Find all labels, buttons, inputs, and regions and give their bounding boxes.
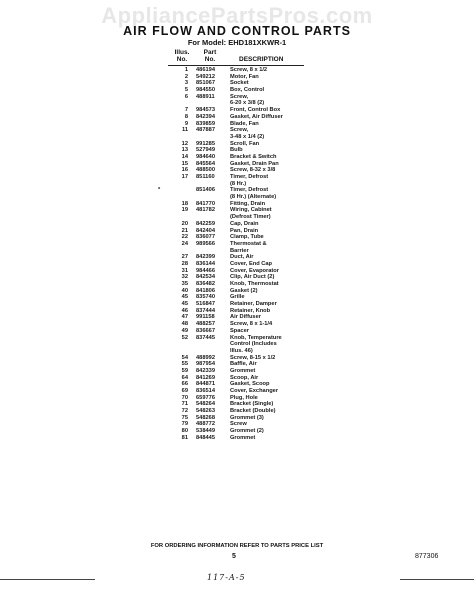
parts-row	[0, 361, 474, 368]
illus-number: 81	[181, 434, 188, 441]
part-number: 836144	[196, 260, 215, 267]
illus-number: 19	[181, 207, 188, 214]
illus-number: 15	[181, 160, 188, 167]
part-number: 984550	[196, 87, 215, 94]
parts-row	[0, 375, 474, 382]
part-description: Grommet	[230, 434, 256, 441]
part-description: Knob, Temperature	[230, 334, 282, 341]
parts-row	[0, 214, 474, 221]
illus-number: 13	[181, 147, 188, 154]
illus-number: 1	[184, 67, 188, 73]
part-number: 659776	[196, 394, 215, 401]
illus-number: 2	[184, 73, 188, 80]
parts-row	[0, 428, 474, 435]
part-description: Cap, Drain	[230, 220, 259, 227]
part-description: Duct, Air	[230, 254, 254, 261]
part-description: Timer, Defrost	[230, 174, 269, 180]
illus-number: 7	[184, 107, 188, 114]
ordering-note: FOR ORDERING INFORMATION REFER TO PARTS PRICE LIST	[150, 543, 324, 549]
part-description: Timer, Defrost	[230, 187, 269, 194]
part-description: Scroll, Fan	[230, 140, 260, 147]
illus-number: 55	[181, 361, 188, 368]
parts-row	[0, 141, 474, 148]
parts-row	[0, 435, 474, 442]
part-description: Grommet (2)	[230, 428, 264, 435]
part-description: Gasket, Air Diffuser	[230, 113, 283, 120]
parts-row	[0, 254, 474, 261]
part-number: 842394	[196, 113, 215, 120]
part-number: 548268	[196, 414, 215, 421]
parts-row	[0, 261, 474, 268]
part-number: 841770	[196, 200, 215, 207]
part-number: 851067	[196, 80, 215, 87]
part-description: Barrier	[230, 247, 249, 254]
part-number: 842339	[196, 367, 215, 374]
illus-number: 27	[181, 254, 188, 261]
header-illus-line1: Illus.	[174, 49, 190, 56]
part-number: 835740	[196, 294, 215, 301]
illus-number: 5	[184, 87, 188, 94]
watermark-text: AppliancePartsPros.com	[101, 3, 373, 28]
part-number: 836667	[196, 327, 215, 334]
parts-row	[0, 234, 474, 241]
part-number: 842534	[196, 274, 215, 281]
illus-number: 9	[184, 120, 188, 127]
illus-number: 35	[181, 281, 188, 287]
parts-row	[0, 294, 474, 301]
part-number: 488992	[196, 354, 215, 361]
row-marker: *	[158, 187, 161, 194]
illus-number: 40	[181, 287, 188, 294]
part-number: 836482	[196, 281, 215, 287]
illus-number: 18	[181, 200, 188, 207]
part-description: (8 Hr.) (Alternate)	[230, 194, 277, 201]
part-number: 848445	[196, 434, 215, 441]
illus-number: 69	[181, 388, 188, 394]
part-description: 3-48 x 1/4 (2)	[230, 133, 265, 140]
illus-number: 72	[181, 408, 188, 415]
part-description: Wiring, Cabinet	[230, 207, 272, 214]
part-description: Illus. 46)	[230, 347, 253, 354]
part-description: Grommet	[230, 367, 256, 374]
parts-row	[0, 268, 474, 275]
part-description: Scoop, Air	[230, 374, 259, 381]
part-description: Blade, Fan	[230, 120, 259, 127]
header-rule	[168, 65, 304, 66]
part-description: Clamp, Tube	[230, 234, 264, 241]
parts-row	[0, 87, 474, 94]
part-number: 842399	[196, 254, 215, 261]
illus-number: 32	[181, 274, 188, 281]
header-part-line1: Part	[203, 49, 217, 56]
part-number: 842404	[196, 227, 215, 234]
parts-row	[0, 134, 474, 141]
illus-number: 64	[181, 374, 188, 381]
part-description: Screw	[230, 421, 247, 428]
parts-row	[0, 421, 474, 428]
parts-row	[0, 154, 474, 161]
part-description: Cover, Exchanger	[230, 388, 279, 394]
part-description: 6-20 x 3/8 (2)	[230, 100, 265, 107]
illus-number: 16	[181, 167, 188, 174]
handwritten-note: 117-A-5	[207, 573, 246, 582]
parts-row	[0, 147, 474, 154]
part-description: Retainer, Knob	[230, 307, 271, 314]
part-number: 984640	[196, 153, 215, 160]
parts-row	[0, 408, 474, 415]
parts-row	[0, 248, 474, 255]
illus-number: 49	[181, 327, 188, 334]
illus-number: 79	[181, 421, 188, 428]
illus-number: 66	[181, 381, 188, 388]
illus-number: 12	[181, 140, 188, 147]
part-number: 488772	[196, 421, 215, 428]
parts-row	[0, 241, 474, 248]
parts-row	[0, 368, 474, 375]
illus-number: 17	[181, 174, 188, 180]
illus-number: 31	[181, 267, 188, 274]
part-description: Air Diffuser	[230, 314, 261, 321]
part-number: 548264	[196, 401, 215, 408]
part-number: 851160	[196, 174, 215, 180]
part-description: Spacer	[230, 327, 249, 334]
page-number: 5	[232, 553, 236, 560]
part-number: 538449	[196, 428, 215, 435]
part-number: 527949	[196, 147, 215, 154]
part-description: Box, Control	[230, 87, 265, 94]
illus-number: 20	[181, 220, 188, 227]
parts-row	[0, 415, 474, 422]
part-description: Screw, 8-15 x 1/2	[230, 354, 276, 361]
part-description: Retainer, Damper	[230, 301, 277, 308]
part-description: Screw,	[230, 93, 249, 100]
illus-number: 47	[181, 314, 188, 321]
document-code: 877306	[415, 553, 439, 560]
parts-row	[0, 201, 474, 208]
part-number: 991285	[196, 140, 215, 147]
parts-list	[0, 67, 474, 442]
part-number: 549212	[196, 73, 215, 80]
part-description: (8 Hr.)	[230, 180, 247, 187]
part-description: Clip, Air Duct (2)	[230, 274, 275, 281]
parts-row	[0, 67, 474, 74]
part-description: Screw, 8 x 1-1/4	[230, 321, 273, 328]
part-number: 844871	[196, 381, 215, 388]
part-description: Screw, 8-32 x 3/8	[230, 167, 276, 174]
part-number: 486194	[196, 67, 215, 73]
parts-row	[0, 80, 474, 87]
parts-row	[0, 107, 474, 114]
header-part-line2: No.	[204, 56, 216, 63]
part-description: Bulb	[230, 147, 243, 154]
part-number: 836514	[196, 388, 215, 394]
part-description: Thermostat &	[230, 240, 267, 247]
illus-number: 71	[181, 401, 188, 408]
header-part-no	[199, 49, 221, 63]
part-description: Gasket (2)	[230, 287, 258, 294]
illus-number: 45	[181, 301, 188, 308]
part-number: 481782	[196, 207, 215, 214]
parts-row	[0, 388, 474, 395]
part-description: Gasket, Scoop	[230, 381, 270, 388]
parts-row	[0, 114, 474, 121]
part-number: 845564	[196, 160, 215, 167]
part-description: Screw,	[230, 127, 249, 134]
illus-number: 80	[181, 428, 188, 435]
part-number: 837445	[196, 334, 215, 341]
parts-row	[0, 401, 474, 408]
illus-number: 14	[181, 153, 188, 160]
part-description: Bracket (Double)	[230, 408, 276, 415]
part-description: Fitting, Drain	[230, 200, 266, 207]
part-number: 984573	[196, 107, 215, 114]
parts-row	[0, 181, 474, 188]
parts-row	[0, 381, 474, 388]
header-description: DESCRIPTION	[239, 56, 284, 63]
parts-row	[0, 74, 474, 81]
parts-row	[0, 288, 474, 295]
parts-row	[0, 348, 474, 355]
illus-number: 59	[181, 367, 188, 374]
parts-row	[0, 94, 474, 101]
part-number: 488911	[196, 93, 215, 100]
part-description: Cover, End Cap	[230, 260, 273, 267]
part-description: Motor, Fan	[230, 73, 259, 80]
illus-number: 46	[181, 307, 188, 314]
illus-number: 28	[181, 260, 188, 267]
part-description: Baffle, Air	[230, 361, 257, 368]
parts-row	[0, 314, 474, 321]
parts-row	[0, 228, 474, 235]
part-number: 851406	[196, 187, 215, 194]
parts-row	[0, 395, 474, 402]
part-number: 839859	[196, 120, 215, 127]
bottom-left-line	[0, 579, 95, 580]
part-description: Gasket, Drain Pan	[230, 160, 279, 167]
part-number: 548263	[196, 408, 215, 415]
parts-row	[0, 207, 474, 214]
part-description: Knob, Thermostat	[230, 281, 279, 287]
illus-number: 6	[184, 93, 188, 100]
part-number: 989566	[196, 240, 215, 247]
illus-number: 8	[184, 113, 188, 120]
part-number: 841806	[196, 287, 215, 294]
parts-row	[0, 127, 474, 134]
parts-row	[0, 301, 474, 308]
header-illus-line2: No.	[176, 56, 188, 63]
model-label: For Model: EHD181XKWR-1	[187, 38, 287, 47]
illus-number: 21	[181, 227, 188, 234]
part-description: Control (Includes	[230, 341, 277, 348]
part-number: 991158	[196, 314, 215, 321]
part-description: Socket	[230, 80, 249, 87]
illus-number: 24	[181, 240, 188, 247]
illus-number: 70	[181, 394, 188, 401]
illus-number: 48	[181, 321, 188, 328]
illus-number: 45	[181, 294, 188, 301]
parts-row	[0, 121, 474, 128]
parts-row	[0, 274, 474, 281]
part-description: Screw, 8 x 1/2	[230, 67, 268, 73]
part-number: 488257	[196, 321, 215, 328]
parts-row	[0, 187, 474, 194]
part-description: Grille	[230, 294, 245, 301]
parts-row	[0, 341, 474, 348]
part-number: 837444	[196, 307, 215, 314]
part-number: 487887	[196, 127, 215, 134]
parts-row	[0, 100, 474, 107]
parts-row	[0, 335, 474, 342]
part-number: 842259	[196, 220, 215, 227]
part-description: Bracket & Switch	[230, 153, 277, 160]
part-description: (Defrost Timer)	[230, 214, 271, 221]
parts-row	[0, 161, 474, 168]
illus-number: 75	[181, 414, 188, 421]
part-number: 516847	[196, 301, 215, 308]
parts-row	[0, 321, 474, 328]
parts-row	[0, 221, 474, 228]
page-title: AIR FLOW AND CONTROL PARTS	[123, 24, 351, 38]
parts-row	[0, 355, 474, 362]
part-description: Front, Control Box	[230, 107, 281, 114]
illus-number: 22	[181, 234, 188, 241]
parts-row	[0, 167, 474, 174]
part-description: Pan, Drain	[230, 227, 259, 234]
parts-row	[0, 281, 474, 288]
part-description: Cover, Evaporator	[230, 267, 279, 274]
illus-number: 52	[181, 334, 188, 341]
part-description: Grommet (3)	[230, 414, 264, 421]
illus-number: 3	[184, 80, 188, 87]
parts-row	[0, 328, 474, 335]
illus-number: 54	[181, 354, 188, 361]
illus-number: 11	[181, 127, 188, 134]
part-number: 488500	[196, 167, 215, 174]
part-description: Bracket (Single)	[230, 401, 274, 408]
part-number: 984466	[196, 267, 215, 274]
parts-row	[0, 194, 474, 201]
parts-row	[0, 308, 474, 315]
part-number: 836077	[196, 234, 215, 241]
bottom-right-line	[400, 579, 474, 580]
parts-row	[0, 174, 474, 181]
header-illus-no	[171, 49, 193, 63]
part-number: 987954	[196, 361, 215, 368]
part-description: Plug, Hole	[230, 394, 258, 401]
part-number: 841269	[196, 374, 215, 381]
